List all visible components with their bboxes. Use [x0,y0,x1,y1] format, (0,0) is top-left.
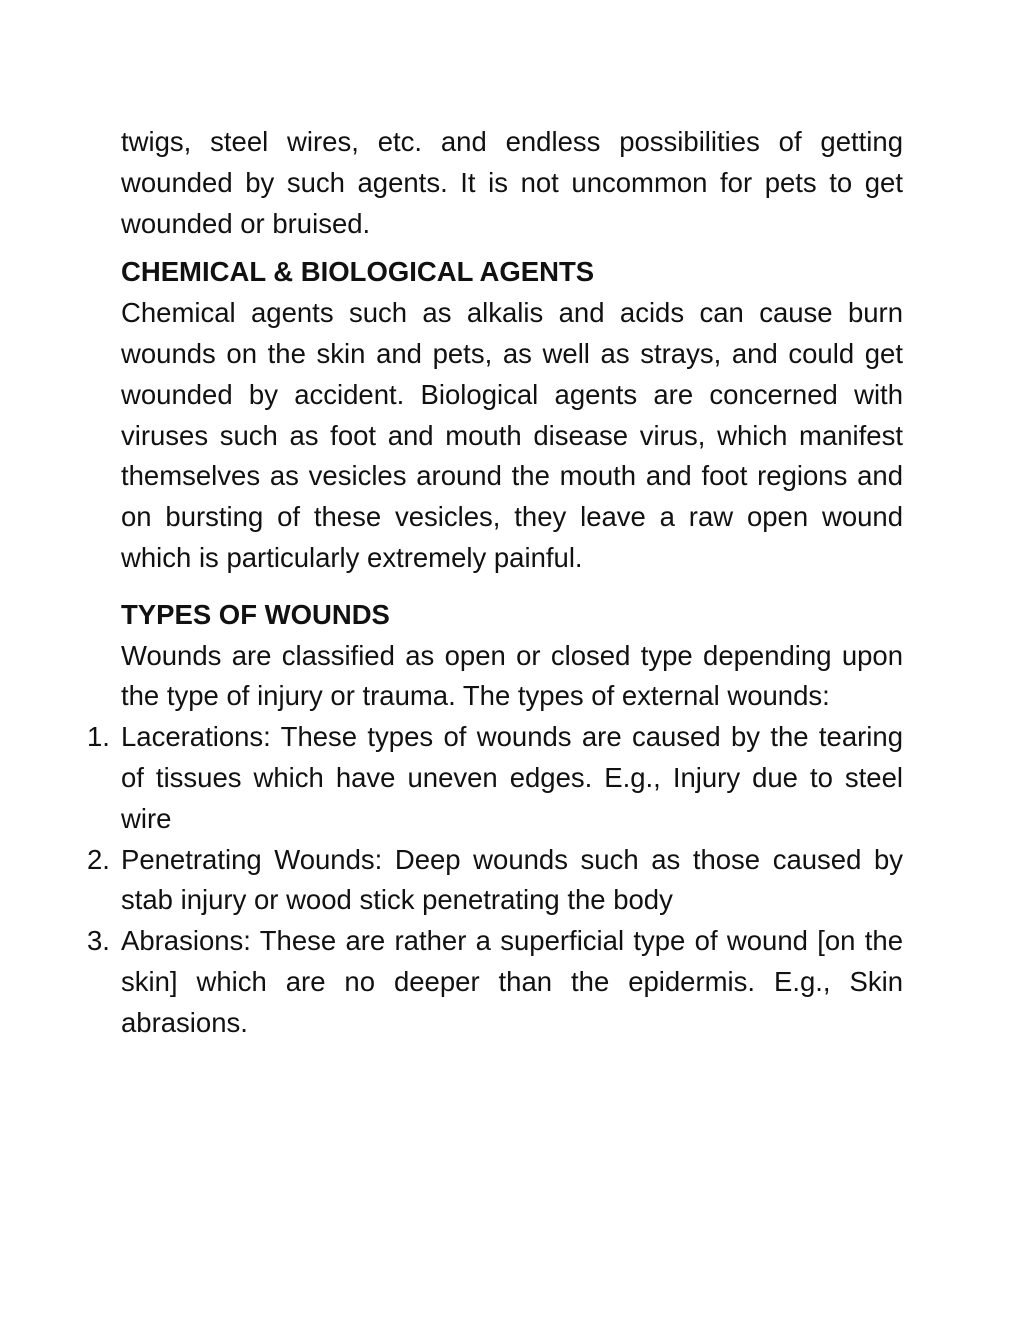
intro-paragraph: twigs, steel wires, etc. and endless possibilities of getting wounded by such agents. It is not uncommon for pets to get wounded or bruised. [121,126,903,239]
chemical-biological-heading: CHEMICAL & BIOLOGICAL AGENTS [121,256,595,288]
wound-types-list [87,717,903,1043]
list-item-number: 2. [87,843,110,875]
list-item-text: Lacerations: These types of wounds are caused by the tearing of tissues which have uneven edges. E.g., Injury due to steel wire [121,721,903,834]
document-page [87,122,903,1044]
list-item-number: 3. [87,925,110,957]
list-item-text: Abrasions: These are rather a superficial type of wound [on the skin] which are no deeper than the epidermis. E.g., Skin abrasions. [121,925,903,1038]
types-of-wounds-paragraph: Wounds are classified as open or closed type depending upon the type of injury or trauma. The types of external wounds: [121,639,903,712]
types-of-wounds-heading: TYPES OF WOUNDS [121,598,390,630]
list-item [87,921,903,1043]
list-item-text: Penetrating Wounds: Deep wounds such as those caused by stab injury or wood stick penetrating the body [121,843,903,916]
spacer [121,244,903,252]
chemical-biological-paragraph: Chemical agents such as alkalis and acids can cause burn wounds on the skin and pets, as well as strays, and could get wounded by accident. Biological agents are concerned with viruses such as foot and mouth disease virus, which manifest themselves as vesicles around the mouth and foot regions and on bursting of these vesicles, they leave a raw open wound which is particularly extremely painful. [121,297,903,573]
list-item [87,717,903,839]
list-item-number: 1. [87,721,110,753]
spacer [121,579,903,595]
list-item [87,840,903,922]
